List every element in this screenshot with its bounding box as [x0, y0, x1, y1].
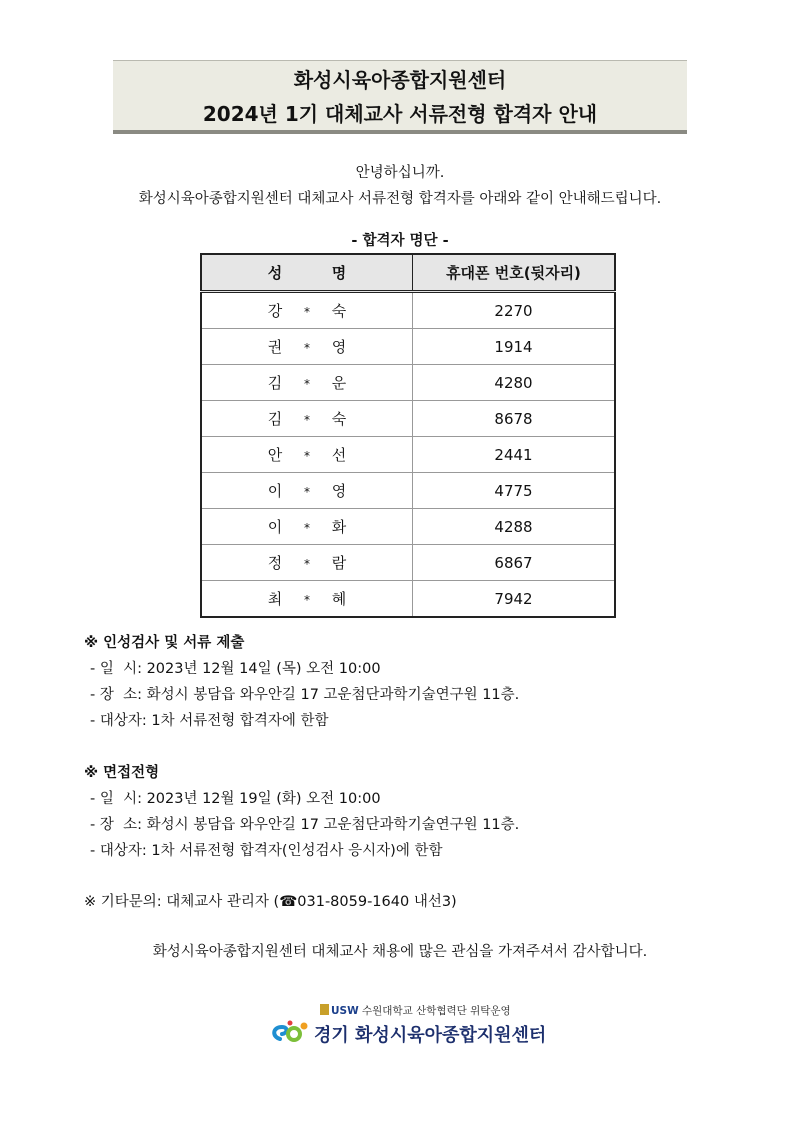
section1-target: - 대상자: 1차 서류전형 합격자에 한함	[90, 713, 329, 729]
name-char: 영	[331, 482, 347, 500]
table-row	[201, 437, 615, 473]
phone-cell: 1914	[413, 329, 616, 365]
name-char: 권	[267, 338, 283, 356]
name-mask: *	[304, 413, 310, 427]
column-header-name: 성 명	[201, 254, 413, 292]
name-cell	[201, 365, 413, 401]
table-row	[201, 509, 615, 545]
table-row	[201, 545, 615, 581]
table-header-row	[201, 254, 615, 292]
intro-message: 화성시육아종합지원센터 대체교사 서류전형 합격자를 아래와 같이 안내해드립니다.	[138, 191, 662, 207]
phone-cell: 4775	[413, 473, 616, 509]
section2-place: - 장 소: 화성시 봉담읍 와우안길 17 고운첨단과학기술연구원 11층.	[90, 817, 520, 833]
name-mask: *	[304, 377, 310, 391]
name-char: 화	[331, 518, 347, 536]
table-row	[201, 292, 615, 329]
name-cell	[201, 509, 413, 545]
table-row	[201, 581, 615, 618]
name-cell	[201, 329, 413, 365]
name-cell	[201, 437, 413, 473]
phone-cell: 6867	[413, 545, 616, 581]
closing-message: 화성시육아종합지원센터 대체교사 채용에 많은 관심을 가져주셔서 감사합니다.	[152, 944, 648, 960]
name-char: 영	[331, 338, 347, 356]
section1-date: - 일 시: 2023년 12월 14일 (목) 오전 10:00	[90, 661, 381, 677]
name-cell	[201, 545, 413, 581]
roster-heading: - 합격자 명단 -	[351, 233, 449, 249]
name-cell	[201, 292, 413, 329]
name-cell	[201, 473, 413, 509]
center-name: 경기 화성시육아종합지원센터	[314, 1025, 547, 1046]
name-mask: *	[304, 593, 310, 607]
usw-mark: USW	[331, 1005, 359, 1017]
name-char: 김	[267, 410, 283, 428]
contact-info: ※ 기타문의: 대체교사 관리자 (☎031-8059-1640 내선3)	[84, 894, 457, 910]
page-subtitle: 2024년 1기 대체교사 서류전형 합격자 안내	[202, 102, 598, 126]
name-char: 안	[267, 446, 283, 464]
table-row	[201, 401, 615, 437]
name-char: 혜	[331, 590, 347, 608]
name-mask: *	[304, 341, 310, 355]
title-banner	[113, 60, 687, 134]
section2-date: - 일 시: 2023년 12월 19일 (화) 오전 10:00	[90, 791, 381, 807]
name-char: 정	[267, 554, 283, 572]
name-mask: *	[304, 521, 310, 535]
name-mask: *	[304, 449, 310, 463]
table-row	[201, 329, 615, 365]
name-char: 운	[331, 374, 347, 392]
name-char: 이	[267, 518, 283, 536]
table-row	[201, 473, 615, 509]
name-char: 숙	[331, 302, 347, 320]
name-char: 강	[267, 302, 283, 320]
page-title: 화성시육아종합지원센터	[293, 68, 507, 92]
phone-cell: 8678	[413, 401, 616, 437]
section1-place: - 장 소: 화성시 봉담읍 와우안길 17 고운첨단과학기술연구원 11층.	[90, 687, 520, 703]
section1-heading: ※ 인성검사 및 서류 제출	[84, 635, 245, 651]
name-mask: *	[304, 485, 310, 499]
phone-cell: 4288	[413, 509, 616, 545]
name-char: 선	[331, 446, 347, 464]
name-mask: *	[304, 305, 310, 319]
usw-operator-line	[320, 1003, 511, 1018]
center-emblem-icon	[270, 1017, 310, 1047]
name-cell	[201, 581, 413, 618]
name-char: 람	[331, 554, 347, 572]
greeting-text: 안녕하십니까.	[355, 165, 445, 181]
name-mask: *	[304, 557, 310, 571]
name-char: 숙	[331, 410, 347, 428]
name-char: 최	[267, 590, 283, 608]
center-logo	[270, 1003, 560, 1051]
name-cell	[201, 401, 413, 437]
usw-emblem-icon	[320, 1004, 329, 1015]
usw-operator-text: 수원대학교 산학협력단 위탁운영	[362, 1005, 511, 1017]
phone-cell: 2270	[413, 292, 616, 329]
section2-heading: ※ 면접전형	[84, 765, 160, 781]
phone-cell: 7942	[413, 581, 616, 618]
section2-target: - 대상자: 1차 서류전형 합격자(인성검사 응시자)에 한함	[90, 843, 443, 859]
name-char: 이	[267, 482, 283, 500]
name-char: 김	[267, 374, 283, 392]
phone-cell: 2441	[413, 437, 616, 473]
table-row	[201, 365, 615, 401]
phone-cell: 4280	[413, 365, 616, 401]
roster-table	[200, 253, 616, 618]
column-header-phone: 휴대폰 번호(뒷자리)	[413, 254, 616, 292]
